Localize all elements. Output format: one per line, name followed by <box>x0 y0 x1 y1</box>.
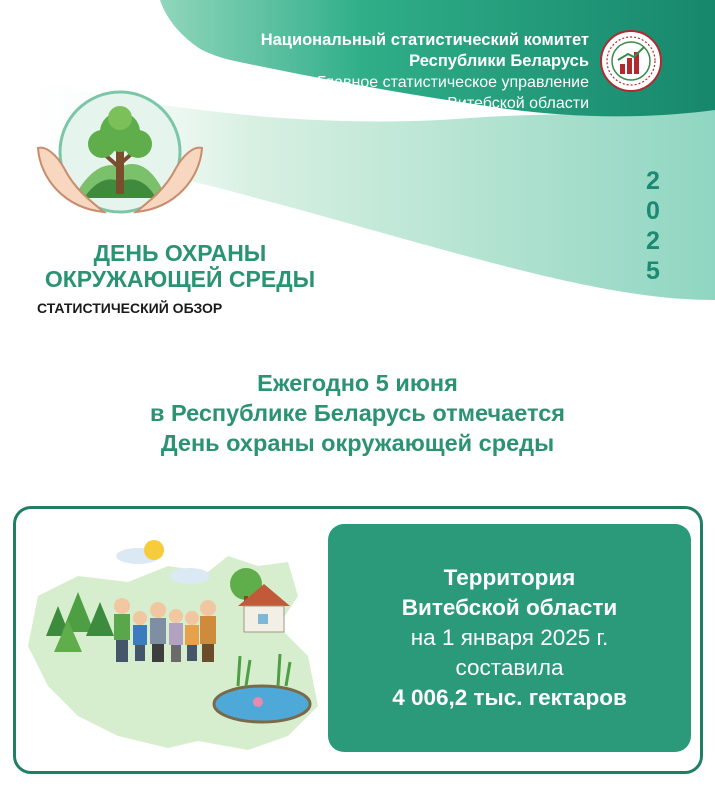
year-vertical <box>638 166 668 286</box>
year-digit: 0 <box>646 197 660 225</box>
title-line-1: ДЕНЬ ОХРАНЫ <box>93 240 267 266</box>
page-subtitle: СТАТИСТИЧЕСКИЙ ОБЗОР <box>37 300 223 316</box>
organization-name <box>261 30 589 114</box>
region-map-illustration <box>18 536 328 756</box>
year-digit: 5 <box>646 257 660 285</box>
title-line-2: ОКРУЖАЮЩЕЙ СРЕДЫ <box>44 266 316 292</box>
year-digit: 2 <box>646 227 660 255</box>
org-line-4: Витебской области <box>447 95 589 112</box>
info-line-1: Территория <box>443 565 576 590</box>
info-area-value: 4 006,2 тыс. гектаров <box>392 685 627 710</box>
info-line-2: Витебской области <box>401 595 618 620</box>
territory-info-box <box>328 524 691 752</box>
org-line-1: Национальный статистический комитет <box>260 31 589 49</box>
org-line-2: Республики Беларусь <box>409 52 589 70</box>
intro-line-1: Ежегодно 5 июня <box>257 370 458 396</box>
info-line-3: на 1 января 2025 г. <box>410 625 609 650</box>
belstat-emblem-logo <box>600 30 662 92</box>
intro-line-2: в Республике Беларусь отмечается <box>150 400 565 426</box>
page-title <box>20 240 340 292</box>
org-line-3: Главное статистическое управление <box>317 74 589 91</box>
hands-tree-logo <box>34 88 206 224</box>
info-line-4: составила <box>455 655 564 680</box>
year-digit: 2 <box>646 167 660 195</box>
intro-text <box>0 368 715 458</box>
intro-line-3: День охраны окружающей среды <box>160 430 555 456</box>
